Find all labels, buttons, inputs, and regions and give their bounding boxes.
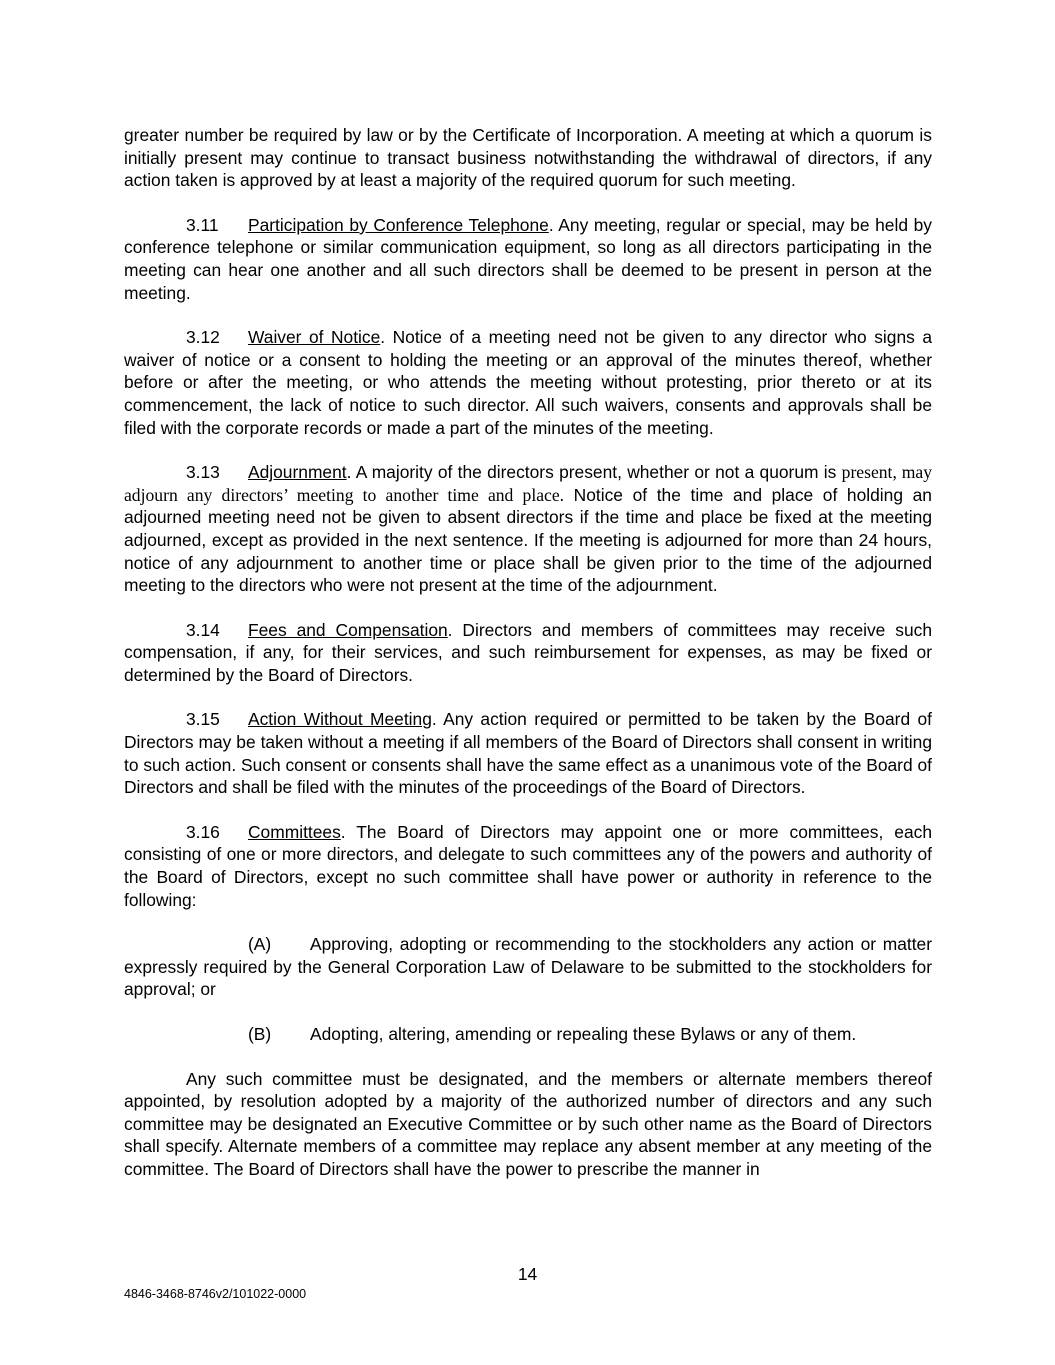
section-text-serif: present, may adjourn any directors’ meeting to another time and place. [124, 462, 932, 505]
subitem-label: (A) [248, 934, 272, 955]
section-title: Fees and Compensation [248, 619, 448, 640]
opening-paragraph: greater number be required by law or by the Certificate of Incorporation. A meeting at which a quorum is initially present may continue to transact business notwithstanding the withdrawal of directors, if any action taken is approved by at least a majority of the required quorum for such meeting. [124, 125, 932, 191]
subitem-a [124, 933, 932, 1001]
section-text: . Directors and members of committees may receive such compensation, if any, for their services, and such reimbursement for expenses, as may be fixed or determined by the Board of Directors. [124, 619, 933, 685]
section-number: 3.11 [186, 214, 219, 235]
document-body [124, 124, 932, 1203]
section-title: Action Without Meeting [248, 709, 432, 730]
section-3-16 [124, 821, 932, 911]
page-number: 14 [517, 1264, 538, 1284]
subitem-text: Adopting, altering, amending or repealing these Bylaws or any of them. [310, 1024, 857, 1044]
section-text: . Any meeting, regular or special, may be held by conference telephone or similar communication equipment, so long as all directors participating in the meeting can hear one another and all such directors shall be deemed to be present in person at the meeting. [124, 214, 933, 303]
section-number: 3.16 [186, 821, 220, 842]
subitem-label: (B) [248, 1024, 272, 1044]
section-text: Notice of the time and place of holding an adjourned meeting need not be given to absent directors if the time and place be fixed at the meeting adjourned, except as provided in the next sentence. If the meeting is adjourned for more than 24 hours, notice of any adjournment to another time or place shall be given prior to the time of the adjourned meeting to the directors who were not present at the time of the adjournment. [124, 484, 932, 596]
section-text: . A majority of the directors present, whether or not a quorum is [346, 462, 842, 483]
section-text: . Notice of a meeting need not be given to any director who signs a waiver of notice or a consent to holding the meeting or an approval of the minutes thereof, whether before or after the meeting, or who attends the meeting without protesting, prior thereto or at its commencement, the lack of notice to such director. All such waivers, consents and approvals shall be filed with the corporate records or made a part of the minutes of the meeting. [124, 327, 932, 438]
section-3-12 [124, 326, 932, 439]
section-3-15 [124, 708, 932, 798]
section-number: 3.12 [186, 327, 220, 348]
subitem-b [124, 1023, 932, 1046]
section-3-11 [124, 214, 932, 304]
section-text: . Any action required or permitted to be taken by the Board of Directors may be taken without a meeting if all members of the Board of Directors shall consent in writing to such action. Such consent or consents shall have the same effect as a unanimous vote of the Board of Directors and shall be filed with the minutes of the proceedings of the Board of Directors. [124, 709, 932, 798]
section-title: Participation by Conference Telephone [248, 214, 549, 235]
section-title: Waiver of Notice [248, 327, 381, 348]
section-title: Adjournment [248, 462, 347, 483]
section-number: 3.15 [186, 709, 220, 730]
closing-paragraph: Any such committee must be designated, and the members or alternate members thereof appointed, by resolution adopted by a majority of the authorized number of directors and any such committee may be designated an Executive Committee or by such other name as the Board of Directors shall specify. Alternate members of a committee may replace any absent member at any meeting of the committee. The Board of Directors shall have the power to prescribe the manner in [124, 1068, 932, 1179]
document-id: 4846-3468-8746v2/101022-0000 [124, 1287, 307, 1301]
section-text: . The Board of Directors may appoint one or more committees, each consisting of one or more directors, and delegate to such committees any of the powers and authority of the Board of Directors, except no such committee shall have power or authority in reference to the following: [124, 821, 932, 910]
section-3-13 [124, 461, 932, 597]
section-number: 3.14 [186, 619, 220, 640]
subitem-text: Approving, adopting or recommending to the stockholders any action or matter expressly required by the General Corporation Law of Delaware to be submitted to the stockholders for approval; or [124, 934, 932, 1000]
section-number: 3.13 [186, 462, 220, 483]
section-title: Committees [248, 821, 341, 842]
section-3-14 [124, 619, 932, 687]
